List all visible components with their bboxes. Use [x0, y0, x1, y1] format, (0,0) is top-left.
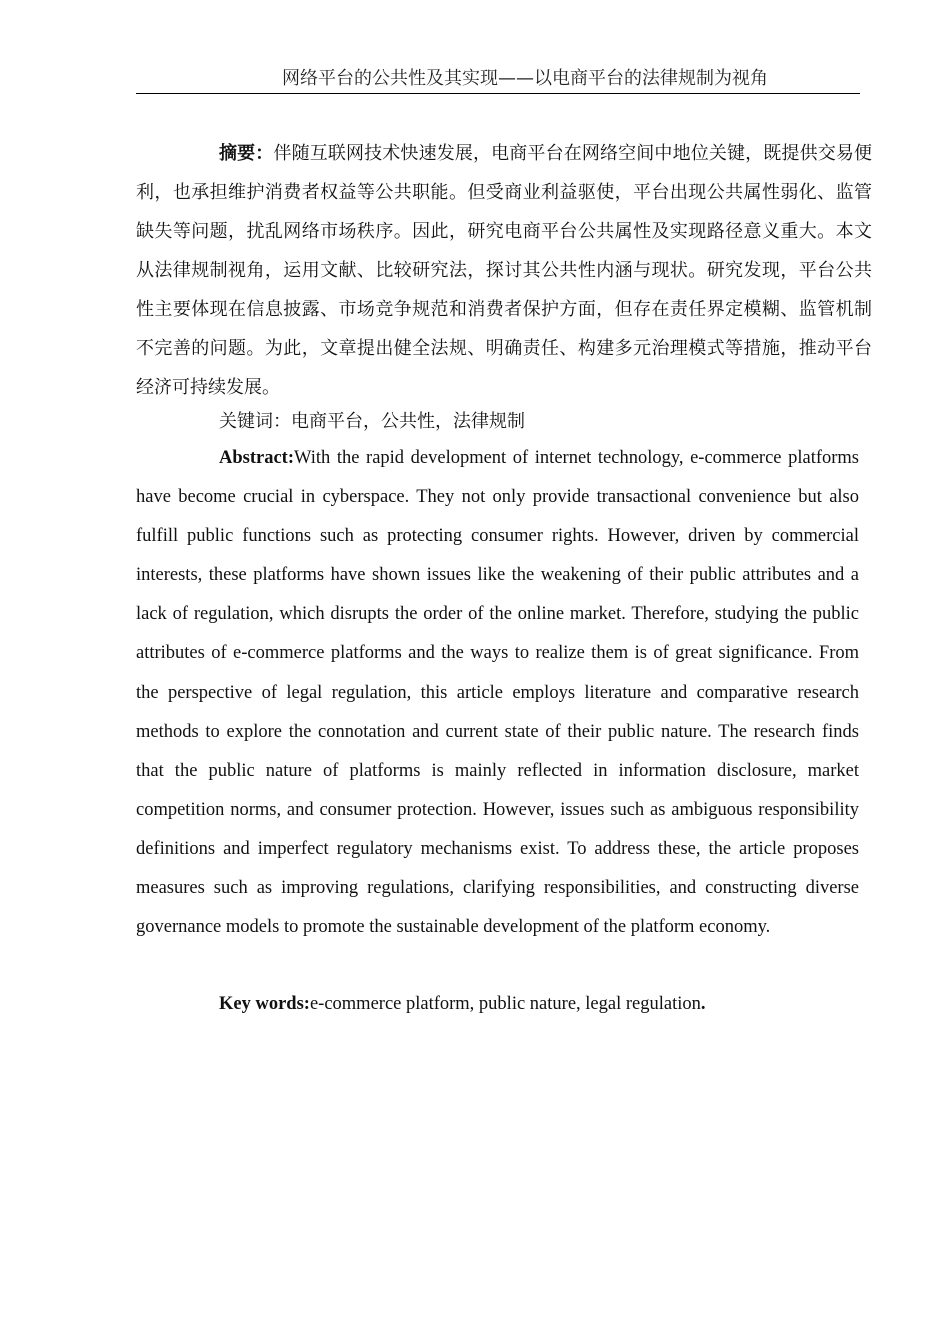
chinese-keywords-text: 电商平台，公共性，法律规制 [291, 411, 525, 432]
chinese-abstract-label: 摘要： [219, 143, 274, 164]
english-keywords-label: Key words: [219, 994, 310, 1014]
english-keywords-end: . [700, 994, 706, 1014]
english-keywords [219, 987, 705, 1021]
english-keywords-text: e-commerce platform, public nature, legal regulation [309, 994, 701, 1014]
chinese-abstract-text: 伴随互联网技术快速发展，电商平台在网络空间中地位关键，既提供交易便利，也承担维护消费者权益等公共职能。但受商业利益驱使，平台出现公共属性弱化、监管缺失等问题，扰乱网络市场秩序。因此，研究电商平台公共属性及实现路径意义重大。本文从法律规制视角，运用文献、比较研究法，探讨其公共性内涵与现状。研究发现，平台公共性主要体现在信息披露、市场竞争规范和消费者保护方面，但存在责任界定模糊、监管机制不完善的问题。为此，文章提出健全法规、明确责任、构建多元治理模式等措施，推动平台经济可持续发展。 [136, 143, 873, 398]
english-abstract-text: With the rapid development of internet technology, e-commerce platforms have become crucial in cyberspace. They not only provide transactional convenience but also fulfill public functions such as protecting consumer rights. However, driven by commercial interests, these platforms have shown issues like the weakening of their public attributes and a lack of regulation, which disrupts the order of the online market. Therefore, studying the public attributes of e-commerce platforms and the ways to realize them is of great significance. From the perspective of legal regulation, this article employs literature and comparative research methods to explore the connotation and current state of their public nature. The research finds that the public nature of platforms is mainly reflected in information disclosure, market competition norms, and consumer protection. However, issues such as ambiguous responsibility definitions and imperfect regulatory mechanisms exist. To address these, the article proposes measures such as improving regulations, clarifying responsibilities, and constructing diverse governance models to promote the sustainable development of the platform economy. [136, 448, 859, 938]
chinese-keywords [219, 406, 525, 438]
page-header [136, 62, 860, 94]
english-abstract-label: Abstract: [219, 448, 295, 468]
english-abstract [136, 439, 859, 947]
running-header-title: 网络平台的公共性及其实现——以电商平台的法律规制为视角 [282, 68, 768, 89]
chinese-abstract [136, 134, 872, 407]
chinese-keywords-label: 关键词： [219, 411, 291, 432]
